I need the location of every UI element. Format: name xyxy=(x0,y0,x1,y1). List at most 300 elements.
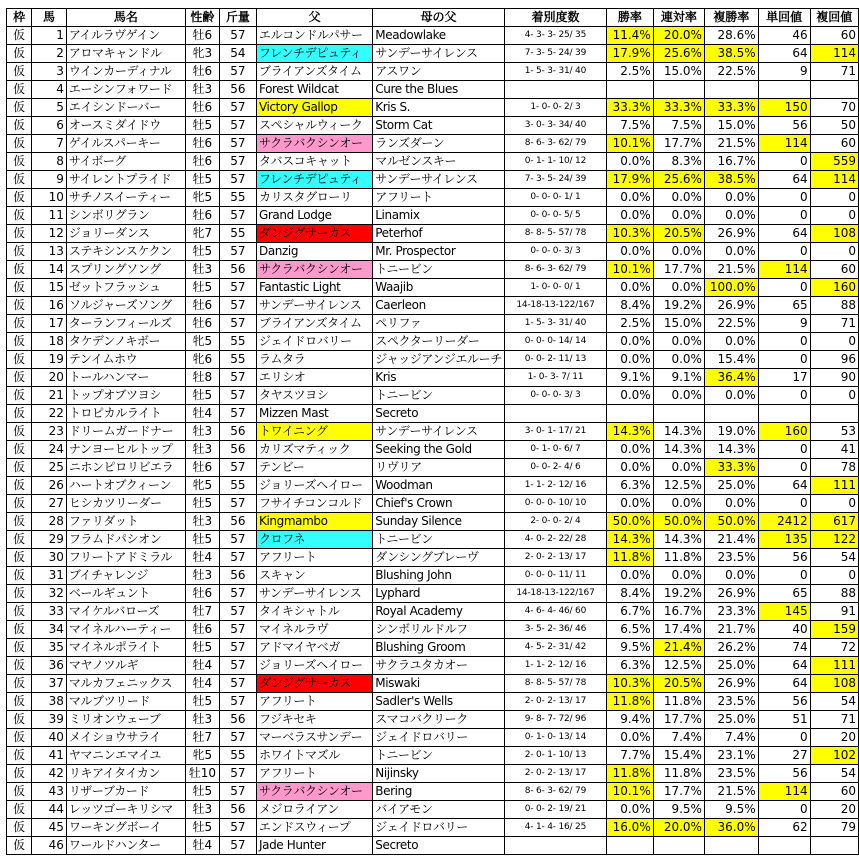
cell-win-rate: 2.5% xyxy=(607,63,654,81)
cell-show-return: 20 xyxy=(810,729,858,747)
header-win-return: 単回値 xyxy=(758,9,810,27)
header-umaban: 馬 xyxy=(32,9,67,27)
cell-show-rate: 21.7% xyxy=(704,621,758,639)
cell-show-return: 60 xyxy=(810,261,858,279)
cell-sire: マーベラスサンデー xyxy=(257,729,373,747)
cell-show-rate: 26.9% xyxy=(704,675,758,693)
cell-horse-name: トロピカルライト xyxy=(66,405,185,423)
cell-place-rate: 50.0% xyxy=(653,513,704,531)
cell-horse-name: ベールギュント xyxy=(66,585,185,603)
cell-show-return: 60 xyxy=(810,27,858,45)
cell-place-rate: 14.3% xyxy=(653,441,704,459)
cell-waku: 仮 xyxy=(7,459,32,477)
cell-waku: 仮 xyxy=(7,99,32,117)
cell-record: 0- 0- 0- 1/ 1 xyxy=(504,189,606,207)
cell-show-return: 88 xyxy=(810,297,858,315)
cell-weight: 57 xyxy=(219,153,256,171)
cell-record: 3- 5- 2- 36/ 46 xyxy=(504,621,606,639)
cell-sire: カリスタグローリ xyxy=(257,189,373,207)
cell-sex-age: 牡6 xyxy=(185,297,219,315)
cell-record: 4- 6- 4- 46/ 60 xyxy=(504,603,606,621)
cell-waku: 仮 xyxy=(7,135,32,153)
header-dam-sire: 母の父 xyxy=(373,9,505,27)
cell-sire: サクラバクシンオー xyxy=(257,135,373,153)
cell-place-rate: 12.5% xyxy=(653,657,704,675)
cell-dam-sire: Peterhof xyxy=(373,225,505,243)
cell-waku: 仮 xyxy=(7,81,32,99)
cell-dam-sire: サンデーサイレンス xyxy=(373,171,505,189)
cell-sex-age: 牡7 xyxy=(185,729,219,747)
cell-place-rate: 0.0% xyxy=(653,189,704,207)
table-row xyxy=(7,585,859,603)
cell-sire: フジキセキ xyxy=(257,711,373,729)
cell-record: 14-18-13-122/167 xyxy=(504,297,606,315)
cell-horse-name: マヤノツルギ xyxy=(66,657,185,675)
cell-show-return: 114 xyxy=(810,45,858,63)
cell-sex-age: 牝6 xyxy=(185,351,219,369)
cell-win-return: 0 xyxy=(758,189,810,207)
cell-show-rate: 19.0% xyxy=(704,423,758,441)
cell-place-rate: 14.3% xyxy=(653,423,704,441)
cell-record: 7- 3- 5- 24/ 39 xyxy=(504,171,606,189)
cell-win-return: 0 xyxy=(758,333,810,351)
cell-show-rate: 38.5% xyxy=(704,171,758,189)
cell-horse-name: トップオブツヨシ xyxy=(66,387,185,405)
cell-horse-name: ワールドハンター xyxy=(66,837,185,855)
cell-place-rate: 0.0% xyxy=(653,387,704,405)
cell-record: 0- 1- 1- 10/ 12 xyxy=(504,153,606,171)
cell-umaban: 14 xyxy=(32,261,67,279)
cell-sex-age: 牡5 xyxy=(185,117,219,135)
cell-waku: 仮 xyxy=(7,495,32,513)
cell-show-return: 96 xyxy=(810,351,858,369)
table-row xyxy=(7,657,859,675)
cell-win-return: 0 xyxy=(758,351,810,369)
cell-place-rate: 0.0% xyxy=(653,459,704,477)
cell-sire: タイキシャトル xyxy=(257,603,373,621)
cell-sire: ブライアンズタイム xyxy=(257,315,373,333)
cell-show-return: 108 xyxy=(810,225,858,243)
cell-umaban: 43 xyxy=(32,783,67,801)
cell-show-rate: 14.3% xyxy=(704,441,758,459)
cell-win-return: 0 xyxy=(758,441,810,459)
cell-dam-sire: スペクターリーダー xyxy=(373,333,505,351)
cell-weight: 55 xyxy=(219,225,256,243)
cell-umaban: 9 xyxy=(32,171,67,189)
cell-waku: 仮 xyxy=(7,279,32,297)
cell-record: 4- 5- 2- 31/ 42 xyxy=(504,639,606,657)
cell-win-rate: 0.0% xyxy=(607,153,654,171)
cell-record: 1- 5- 3- 31/ 40 xyxy=(504,63,606,81)
table-row xyxy=(7,729,859,747)
cell-dam-sire: Kris S. xyxy=(373,99,505,117)
cell-waku: 仮 xyxy=(7,423,32,441)
cell-record: 4- 1- 4- 16/ 25 xyxy=(504,819,606,837)
cell-win-return: 64 xyxy=(758,657,810,675)
cell-show-rate: 22.5% xyxy=(704,63,758,81)
cell-win-rate: 14.3% xyxy=(607,531,654,549)
cell-sex-age: 牡4 xyxy=(185,549,219,567)
cell-weight: 57 xyxy=(219,315,256,333)
cell-place-rate xyxy=(653,837,704,855)
cell-horse-name: アロマキャンドル xyxy=(66,45,185,63)
cell-umaban: 30 xyxy=(32,549,67,567)
cell-record: 0- 0- 0- 3/ 3 xyxy=(504,243,606,261)
cell-show-return: 108 xyxy=(810,675,858,693)
cell-dam-sire: アフリート xyxy=(373,189,505,207)
table-row xyxy=(7,333,859,351)
cell-umaban: 33 xyxy=(32,603,67,621)
cell-sire: メジロライアン xyxy=(257,801,373,819)
cell-record: 2- 0- 2- 13/ 17 xyxy=(504,765,606,783)
cell-sex-age: 牡6 xyxy=(185,135,219,153)
header-record: 着別度数 xyxy=(504,9,606,27)
cell-show-return: 70 xyxy=(810,99,858,117)
cell-sex-age: 牡5 xyxy=(185,639,219,657)
cell-horse-name: ゼットフラッシュ xyxy=(66,279,185,297)
cell-weight: 55 xyxy=(219,477,256,495)
cell-place-rate: 14.3% xyxy=(653,531,704,549)
cell-record: 0- 0- 0- 3/ 3 xyxy=(504,387,606,405)
cell-sire: サクラバクシンオー xyxy=(257,783,373,801)
cell-sire: ジェイドロバリー xyxy=(257,333,373,351)
cell-sire: トワイニング xyxy=(257,423,373,441)
cell-sire: サクラバクシンオー xyxy=(257,261,373,279)
cell-umaban: 32 xyxy=(32,585,67,603)
cell-win-return: 65 xyxy=(758,585,810,603)
table-row xyxy=(7,477,859,495)
cell-dam-sire: トニービン xyxy=(373,747,505,765)
cell-weight: 57 xyxy=(219,171,256,189)
cell-show-return: 0 xyxy=(810,387,858,405)
stats-table-container xyxy=(6,8,859,855)
cell-weight: 57 xyxy=(219,585,256,603)
cell-record xyxy=(504,81,606,99)
cell-dam-sire: バイアモン xyxy=(373,801,505,819)
table-row xyxy=(7,387,859,405)
cell-record: 0- 1- 0- 13/ 14 xyxy=(504,729,606,747)
cell-umaban: 4 xyxy=(32,81,67,99)
cell-weight: 54 xyxy=(219,45,256,63)
cell-weight: 55 xyxy=(219,333,256,351)
cell-sex-age: 牡3 xyxy=(185,423,219,441)
table-row xyxy=(7,639,859,657)
cell-win-return: 40 xyxy=(758,621,810,639)
cell-umaban: 18 xyxy=(32,333,67,351)
cell-weight: 55 xyxy=(219,747,256,765)
cell-place-rate: 7.5% xyxy=(653,117,704,135)
cell-umaban: 23 xyxy=(32,423,67,441)
cell-win-return: 0 xyxy=(758,279,810,297)
header-waku: 枠 xyxy=(7,9,32,27)
cell-waku: 仮 xyxy=(7,819,32,837)
cell-dam-sire: Sunday Silence xyxy=(373,513,505,531)
cell-waku: 仮 xyxy=(7,45,32,63)
cell-weight: 57 xyxy=(219,387,256,405)
cell-dam-sire: Bering xyxy=(373,783,505,801)
cell-place-rate: 15.0% xyxy=(653,315,704,333)
cell-horse-name: エイシンドーバー xyxy=(66,99,185,117)
table-row xyxy=(7,45,859,63)
header-win-rate: 勝率 xyxy=(607,9,654,27)
cell-show-rate: 21.5% xyxy=(704,135,758,153)
cell-horse-name: ニホンピロリビエラ xyxy=(66,459,185,477)
cell-win-return: 0 xyxy=(758,567,810,585)
cell-dam-sire: Seeking the Gold xyxy=(373,441,505,459)
cell-horse-name: ジョリーダンス xyxy=(66,225,185,243)
cell-umaban: 22 xyxy=(32,405,67,423)
cell-show-rate: 36.0% xyxy=(704,819,758,837)
cell-dam-sire: Chief's Crown xyxy=(373,495,505,513)
cell-place-rate: 0.0% xyxy=(653,351,704,369)
cell-show-rate: 28.6% xyxy=(704,27,758,45)
cell-win-return: 0 xyxy=(758,243,810,261)
cell-win-rate: 11.8% xyxy=(607,765,654,783)
cell-win-return: 51 xyxy=(758,711,810,729)
cell-show-rate: 23.1% xyxy=(704,747,758,765)
header-show-return: 複回値 xyxy=(810,9,858,27)
cell-dam-sire: サンデーサイレンス xyxy=(373,423,505,441)
cell-win-return: 64 xyxy=(758,675,810,693)
cell-sire: Mizzen Mast xyxy=(257,405,373,423)
table-row xyxy=(7,801,859,819)
cell-show-rate: 15.0% xyxy=(704,117,758,135)
header-place-rate: 連対率 xyxy=(653,9,704,27)
cell-win-return: 64 xyxy=(758,225,810,243)
cell-place-rate: 19.2% xyxy=(653,297,704,315)
cell-umaban: 3 xyxy=(32,63,67,81)
cell-show-return: 90 xyxy=(810,369,858,387)
cell-dam-sire: ランズダーン xyxy=(373,135,505,153)
cell-win-return: 114 xyxy=(758,261,810,279)
cell-show-return: 122 xyxy=(810,531,858,549)
cell-umaban: 26 xyxy=(32,477,67,495)
cell-dam-sire: ジェイドロバリー xyxy=(373,819,505,837)
cell-win-rate xyxy=(607,837,654,855)
cell-record: 0- 0- 2- 4/ 6 xyxy=(504,459,606,477)
cell-sex-age: 牡7 xyxy=(185,603,219,621)
cell-record: 8- 6- 3- 62/ 79 xyxy=(504,135,606,153)
cell-waku: 仮 xyxy=(7,549,32,567)
cell-show-rate: 9.5% xyxy=(704,801,758,819)
cell-sex-age: 牡4 xyxy=(185,657,219,675)
cell-win-rate: 0.0% xyxy=(607,351,654,369)
table-row xyxy=(7,531,859,549)
cell-place-rate: 16.7% xyxy=(653,603,704,621)
cell-show-rate: 0.0% xyxy=(704,495,758,513)
cell-sire: アフリート xyxy=(257,765,373,783)
cell-sire: ダンジグサーカス xyxy=(257,675,373,693)
cell-show-rate: 36.4% xyxy=(704,369,758,387)
cell-show-rate: 16.7% xyxy=(704,153,758,171)
cell-weight: 57 xyxy=(219,27,256,45)
cell-waku: 仮 xyxy=(7,639,32,657)
cell-waku: 仮 xyxy=(7,387,32,405)
cell-weight: 57 xyxy=(219,531,256,549)
cell-place-rate: 8.3% xyxy=(653,153,704,171)
table-row xyxy=(7,225,859,243)
cell-weight: 57 xyxy=(219,459,256,477)
cell-dam-sire: Lyphard xyxy=(373,585,505,603)
cell-place-rate: 20.5% xyxy=(653,675,704,693)
cell-record: 1- 0- 3- 7/ 11 xyxy=(504,369,606,387)
cell-waku: 仮 xyxy=(7,63,32,81)
cell-sire: Jade Hunter xyxy=(257,837,373,855)
cell-weight: 57 xyxy=(219,135,256,153)
cell-sire: Fantastic Light xyxy=(257,279,373,297)
cell-show-return: 71 xyxy=(810,315,858,333)
cell-weight: 57 xyxy=(219,693,256,711)
cell-win-return: 56 xyxy=(758,117,810,135)
cell-place-rate xyxy=(653,405,704,423)
cell-sex-age: 牡5 xyxy=(185,243,219,261)
cell-win-rate: 50.0% xyxy=(607,513,654,531)
cell-sex-age: 牡10 xyxy=(185,765,219,783)
cell-dam-sire: Linamix xyxy=(373,207,505,225)
cell-sire: クロフネ xyxy=(257,531,373,549)
cell-weight: 56 xyxy=(219,261,256,279)
cell-sire: アドマイヤベガ xyxy=(257,639,373,657)
cell-sire: エンドスウィープ xyxy=(257,819,373,837)
cell-sire: マイネルラヴ xyxy=(257,621,373,639)
cell-show-return: 111 xyxy=(810,657,858,675)
cell-win-rate: 0.0% xyxy=(607,207,654,225)
cell-dam-sire: ジャッジアンジエルーチ xyxy=(373,351,505,369)
cell-show-rate: 26.9% xyxy=(704,297,758,315)
cell-win-rate: 6.7% xyxy=(607,603,654,621)
cell-horse-name: ナンヨーヒルトップ xyxy=(66,441,185,459)
cell-win-return: 2412 xyxy=(758,513,810,531)
cell-record: 9- 8- 7- 72/ 96 xyxy=(504,711,606,729)
cell-show-return xyxy=(810,837,858,855)
cell-record: 0- 0- 0- 14/ 14 xyxy=(504,333,606,351)
cell-show-return: 102 xyxy=(810,747,858,765)
table-row xyxy=(7,423,859,441)
cell-win-rate xyxy=(607,405,654,423)
cell-weight: 56 xyxy=(219,423,256,441)
cell-horse-name: トールハンマー xyxy=(66,369,185,387)
cell-record: 14-18-13-122/167 xyxy=(504,585,606,603)
cell-record: 1- 0- 0- 2/ 3 xyxy=(504,99,606,117)
cell-sire: ジョリーズヘイロー xyxy=(257,477,373,495)
cell-horse-name: ファリダット xyxy=(66,513,185,531)
table-row xyxy=(7,81,859,99)
cell-horse-name: フラムドパシオン xyxy=(66,531,185,549)
cell-win-return: 65 xyxy=(758,297,810,315)
cell-horse-name: リザーブカード xyxy=(66,783,185,801)
cell-win-rate: 0.0% xyxy=(607,567,654,585)
cell-show-rate: 33.3% xyxy=(704,459,758,477)
table-row xyxy=(7,171,859,189)
cell-win-return: 150 xyxy=(758,99,810,117)
cell-umaban: 21 xyxy=(32,387,67,405)
cell-show-return: 41 xyxy=(810,441,858,459)
cell-weight: 56 xyxy=(219,81,256,99)
cell-show-rate xyxy=(704,837,758,855)
cell-sex-age: 牡5 xyxy=(185,279,219,297)
cell-waku: 仮 xyxy=(7,585,32,603)
cell-weight: 57 xyxy=(219,99,256,117)
cell-umaban: 5 xyxy=(32,99,67,117)
cell-weight: 57 xyxy=(219,729,256,747)
cell-sire: タヤスツヨシ xyxy=(257,387,373,405)
cell-show-return: 53 xyxy=(810,423,858,441)
cell-record: 0- 0- 2- 11/ 13 xyxy=(504,351,606,369)
cell-show-return: 91 xyxy=(810,603,858,621)
cell-waku: 仮 xyxy=(7,333,32,351)
cell-waku: 仮 xyxy=(7,711,32,729)
cell-win-rate: 17.9% xyxy=(607,171,654,189)
cell-horse-name: ワーキングボーイ xyxy=(66,819,185,837)
cell-record: 3- 0- 3- 34/ 40 xyxy=(504,117,606,135)
cell-waku: 仮 xyxy=(7,153,32,171)
cell-show-rate: 21.5% xyxy=(704,783,758,801)
cell-record: 8- 8- 5- 57/ 78 xyxy=(504,675,606,693)
cell-sex-age: 牡5 xyxy=(185,387,219,405)
cell-show-return: 160 xyxy=(810,279,858,297)
cell-dam-sire: Caerleon xyxy=(373,297,505,315)
cell-sex-age: 牡4 xyxy=(185,837,219,855)
cell-waku: 仮 xyxy=(7,765,32,783)
cell-place-rate: 9.5% xyxy=(653,801,704,819)
cell-weight: 57 xyxy=(219,603,256,621)
cell-dam-sire: Storm Cat xyxy=(373,117,505,135)
cell-show-rate: 0.0% xyxy=(704,207,758,225)
cell-horse-name: メイショウサライ xyxy=(66,729,185,747)
cell-win-rate: 6.3% xyxy=(607,477,654,495)
cell-sex-age: 牡6 xyxy=(185,621,219,639)
cell-waku: 仮 xyxy=(7,657,32,675)
cell-record: 2- 0- 2- 13/ 17 xyxy=(504,549,606,567)
cell-record: 0- 0- 2- 19/ 21 xyxy=(504,801,606,819)
cell-waku: 仮 xyxy=(7,621,32,639)
cell-sex-age: 牡3 xyxy=(185,567,219,585)
cell-umaban: 20 xyxy=(32,369,67,387)
cell-show-return: 0 xyxy=(810,243,858,261)
cell-show-rate: 7.4% xyxy=(704,729,758,747)
header-weight: 斤量 xyxy=(219,9,256,27)
cell-sire: ダンジグサーカス xyxy=(257,225,373,243)
cell-horse-name: ミリオンウェーブ xyxy=(66,711,185,729)
cell-weight: 57 xyxy=(219,639,256,657)
cell-sex-age: 牝5 xyxy=(185,333,219,351)
cell-win-rate: 0.0% xyxy=(607,387,654,405)
cell-win-rate: 33.3% xyxy=(607,99,654,117)
cell-record xyxy=(504,837,606,855)
cell-umaban: 12 xyxy=(32,225,67,243)
cell-umaban: 8 xyxy=(32,153,67,171)
cell-dam-sire: トニービン xyxy=(373,261,505,279)
cell-sire: エリシオ xyxy=(257,369,373,387)
cell-horse-name: シンボリグラン xyxy=(66,207,185,225)
cell-win-return: 64 xyxy=(758,45,810,63)
cell-sire: タバスコキャット xyxy=(257,153,373,171)
table-row xyxy=(7,747,859,765)
cell-weight: 57 xyxy=(219,819,256,837)
cell-horse-name: エーシンフォワード xyxy=(66,81,185,99)
cell-dam-sire: マルゼンスキー xyxy=(373,153,505,171)
cell-show-rate: 38.5% xyxy=(704,45,758,63)
cell-weight: 57 xyxy=(219,207,256,225)
cell-sex-age: 牡6 xyxy=(185,99,219,117)
cell-win-rate: 0.0% xyxy=(607,801,654,819)
table-row xyxy=(7,189,859,207)
cell-horse-name: ヒシカツリーダー xyxy=(66,495,185,513)
cell-dam-sire: ジェイドロバリー xyxy=(373,729,505,747)
cell-win-return: 0 xyxy=(758,729,810,747)
cell-umaban: 39 xyxy=(32,711,67,729)
cell-waku: 仮 xyxy=(7,441,32,459)
